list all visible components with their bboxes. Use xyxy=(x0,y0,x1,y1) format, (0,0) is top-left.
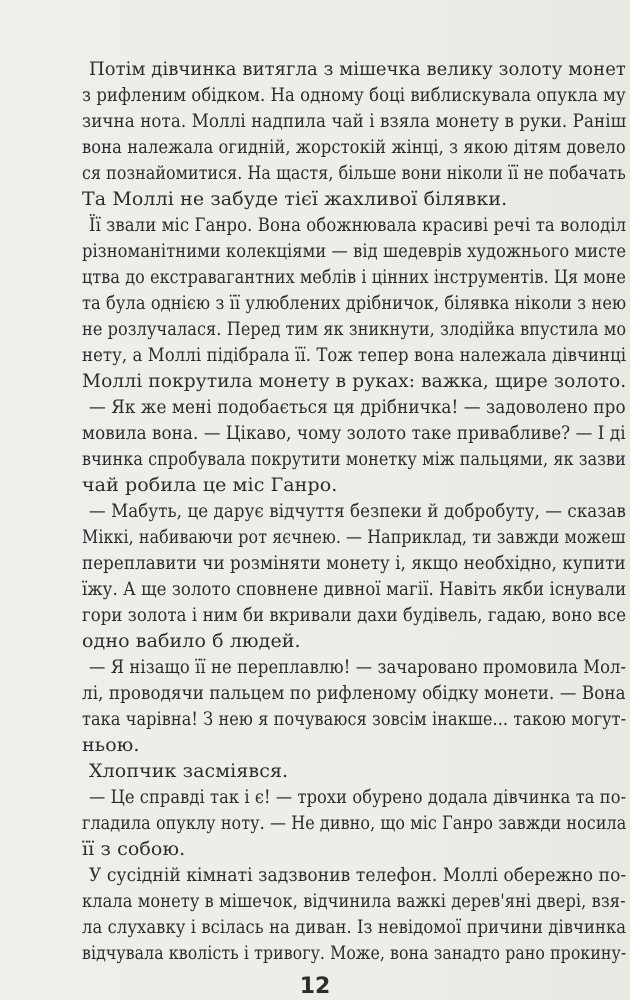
text-line: чай робила це міс Ганро. xyxy=(82,474,338,496)
text-line: Міккі, набиваючи рот яєчнею. — Наприклад, ти завжди можеш xyxy=(82,526,626,548)
text-line: одно вабило б людей. xyxy=(82,630,301,652)
text-line: нету, а Моллі підібрала її. Тож тепер вона належала дівчинці xyxy=(82,344,627,366)
text-line: гори золота і ним би вкривали дахи будівель, гадаю, воно все xyxy=(82,604,627,626)
text-line: — Як же мені подобається ця дрібничка! — задоволено про xyxy=(89,396,626,418)
text-line: Потім дівчинка витягла з мішечка велику золоту монет xyxy=(89,58,626,80)
text-line: ньою. xyxy=(82,734,140,756)
page-number: 12 xyxy=(299,974,331,999)
text-line: з рифленим обідком. На одному боці виблискувала опукла му xyxy=(82,84,626,106)
text-line: Моллі покрутила монету в руках: важка, щире золото. xyxy=(82,370,627,392)
text-line: — Це справді так і є! — трохи обурено додала дівчинка та по- xyxy=(89,786,627,808)
text-line: цтва до екстравагантних меблів і цінних інструментів. Ця моне xyxy=(82,266,626,288)
text-line: — Я нізащо її не переплавлю! — зачаровано промовила Мол- xyxy=(89,656,627,678)
text-line: У сусідній кімнаті задзвонив телефон. Моллі обережно по- xyxy=(89,864,627,886)
text-line: їжу. А ще золото сповнене дивної магії. Навіть якби існували xyxy=(82,578,627,600)
text-line: клала монету в мішечок, відчинила важкі дерев'яні двері, взя- xyxy=(82,890,626,912)
text-line: — Мабуть, це дарує відчуття безпеки й добробуту, — сказав xyxy=(89,500,626,522)
text-line: вчинка спробувала покрутити монетку між пальцями, як зазви xyxy=(82,448,626,470)
text-line: ла слухавку і всілась на диван. Із невідомої причини дівчинка xyxy=(82,916,627,938)
text-line: Її звали міс Ганро. Вона обожнювала красиві речі та володіл xyxy=(89,214,627,236)
text-line: така чарівна! З нею я почуваюся зовсім інакше... такою могут- xyxy=(82,708,627,730)
text-line: гладила опуклу ноту. — Не дивно, що міс Ганро завжди носила xyxy=(82,812,627,834)
text-line: її з собою. xyxy=(82,838,186,860)
text-line: не розлучалася. Перед тим як зникнути, злодійка впустила мо xyxy=(82,318,627,340)
text-line: вона належала огидній, жорстокій жінці, з якою дітям довело xyxy=(82,136,626,158)
text-line: відчувала кволість і тривогу. Може, вона занадто рано прокину- xyxy=(82,942,627,964)
text-line: ся познайомитися. На щастя, більше вони ніколи її не побачать xyxy=(82,162,626,184)
text-line: різноманітними колекціями — від шедеврів художнього мисте xyxy=(82,240,627,262)
text-line: Та Моллі не забуде тієї жахливої білявки. xyxy=(82,188,508,210)
text-line: та була однією з її улюблених дрібничок, білявка ніколи з нею xyxy=(82,292,627,314)
text-line: мовила вона. — Цікаво, чому золото таке привабливе? — І ді xyxy=(82,422,626,444)
text-line: лі, проводячи пальцем по рифленому обідку монети. — Вона xyxy=(82,682,626,704)
text-line: зична нота. Моллі надпила чай і взяла монету в руки. Раніш xyxy=(82,110,627,132)
text-line: Хлопчик засміявся. xyxy=(89,760,289,782)
text-line: переплавити чи розміняти монету і, якщо необхідно, купити xyxy=(82,552,626,574)
